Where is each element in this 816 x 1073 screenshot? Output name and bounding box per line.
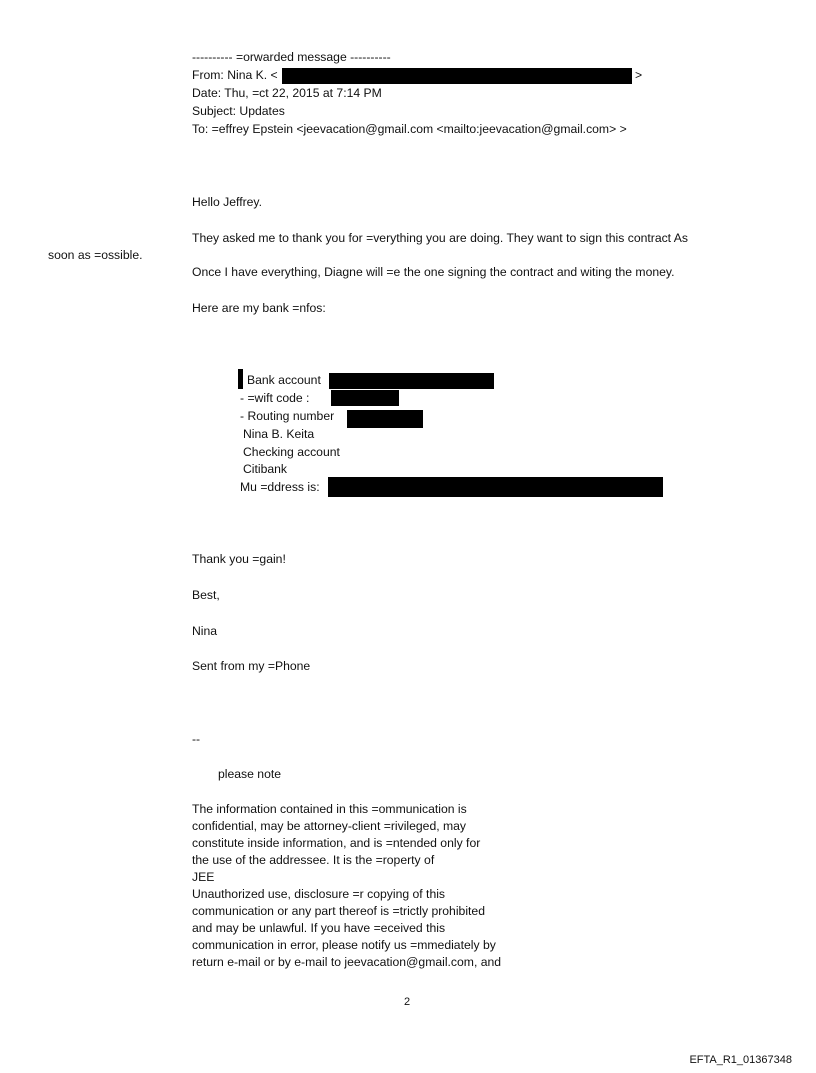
signature-name: Nina — [192, 624, 218, 638]
account-holder: Nina B. Keita — [243, 427, 315, 441]
redaction-routing — [347, 410, 423, 428]
paragraph-3: Here are my bank =nfos: — [192, 301, 326, 315]
thanks-line: Thank you =gain! — [192, 552, 286, 566]
disclaimer-line: communication in error, please notify us =mmediately by — [192, 938, 496, 952]
swift-label: - =wift code : — [240, 391, 310, 405]
disclaimer-line: constitute inside information, and is =ntended only for — [192, 836, 481, 850]
signature-separator: -- — [192, 732, 201, 746]
please-note-heading: please note — [218, 767, 282, 781]
date-line: Date: Thu, =ct 22, 2015 at 7:14 PM — [192, 86, 382, 100]
paragraph-1: They asked me to thank you for =verything you are doing. They want to sign this contract As — [192, 231, 689, 245]
bank-account-label: Bank account — [247, 373, 321, 387]
disclaimer-line: the use of the addressee. It is the =roperty of — [192, 853, 435, 867]
address-label: Mu =ddress is: — [240, 480, 320, 494]
page-number: 2 — [404, 996, 411, 1008]
disclaimer-line: and may be unlawful. If you have =eceived this — [192, 921, 446, 935]
forwarded-line: ---------- =orwarded message ---------- — [192, 50, 391, 64]
disclaimer-line: Unauthorized use, disclosure =r copying of this — [192, 887, 446, 901]
subject-line: Subject: Updates — [192, 104, 285, 118]
disclaimer-line: return e-mail or by e-mail to jeevacation@gmail.com, and — [192, 955, 502, 969]
disclaimer-line: The information contained in this =ommunication is — [192, 802, 467, 816]
paragraph-1-continued: soon as =ossible. — [48, 248, 143, 262]
greeting: Hello Jeffrey. — [192, 195, 262, 209]
redaction-address — [328, 477, 663, 497]
disclaimer-line: confidential, may be attorney-client =rivileged, may — [192, 819, 467, 833]
bank-name: Citibank — [243, 462, 288, 476]
sent-from-line: Sent from my =Phone — [192, 659, 311, 673]
routing-label: - Routing number — [240, 409, 335, 423]
to-line: To: =effrey Epstein <jeevacation@gmail.com <mailto:jeevacation@gmail.com> > — [192, 122, 627, 136]
best-line: Best, — [192, 588, 220, 602]
redaction-bullet — [238, 369, 243, 389]
from-line: From: Nina K. < — [192, 68, 278, 82]
document-id: EFTA_R1_01367348 — [689, 1054, 792, 1066]
disclaimer-line: JEE — [192, 870, 215, 884]
redaction-bank-account — [329, 373, 494, 389]
paragraph-2: Once I have everything, Diagne will =e the one signing the contract and witing the money. — [192, 265, 675, 279]
disclaimer-line: communication or any part thereof is =trictly prohibited — [192, 904, 485, 918]
redaction-from — [282, 68, 632, 84]
from-suffix: > — [635, 68, 643, 82]
redaction-swift — [331, 390, 399, 406]
account-type: Checking account — [243, 445, 340, 459]
